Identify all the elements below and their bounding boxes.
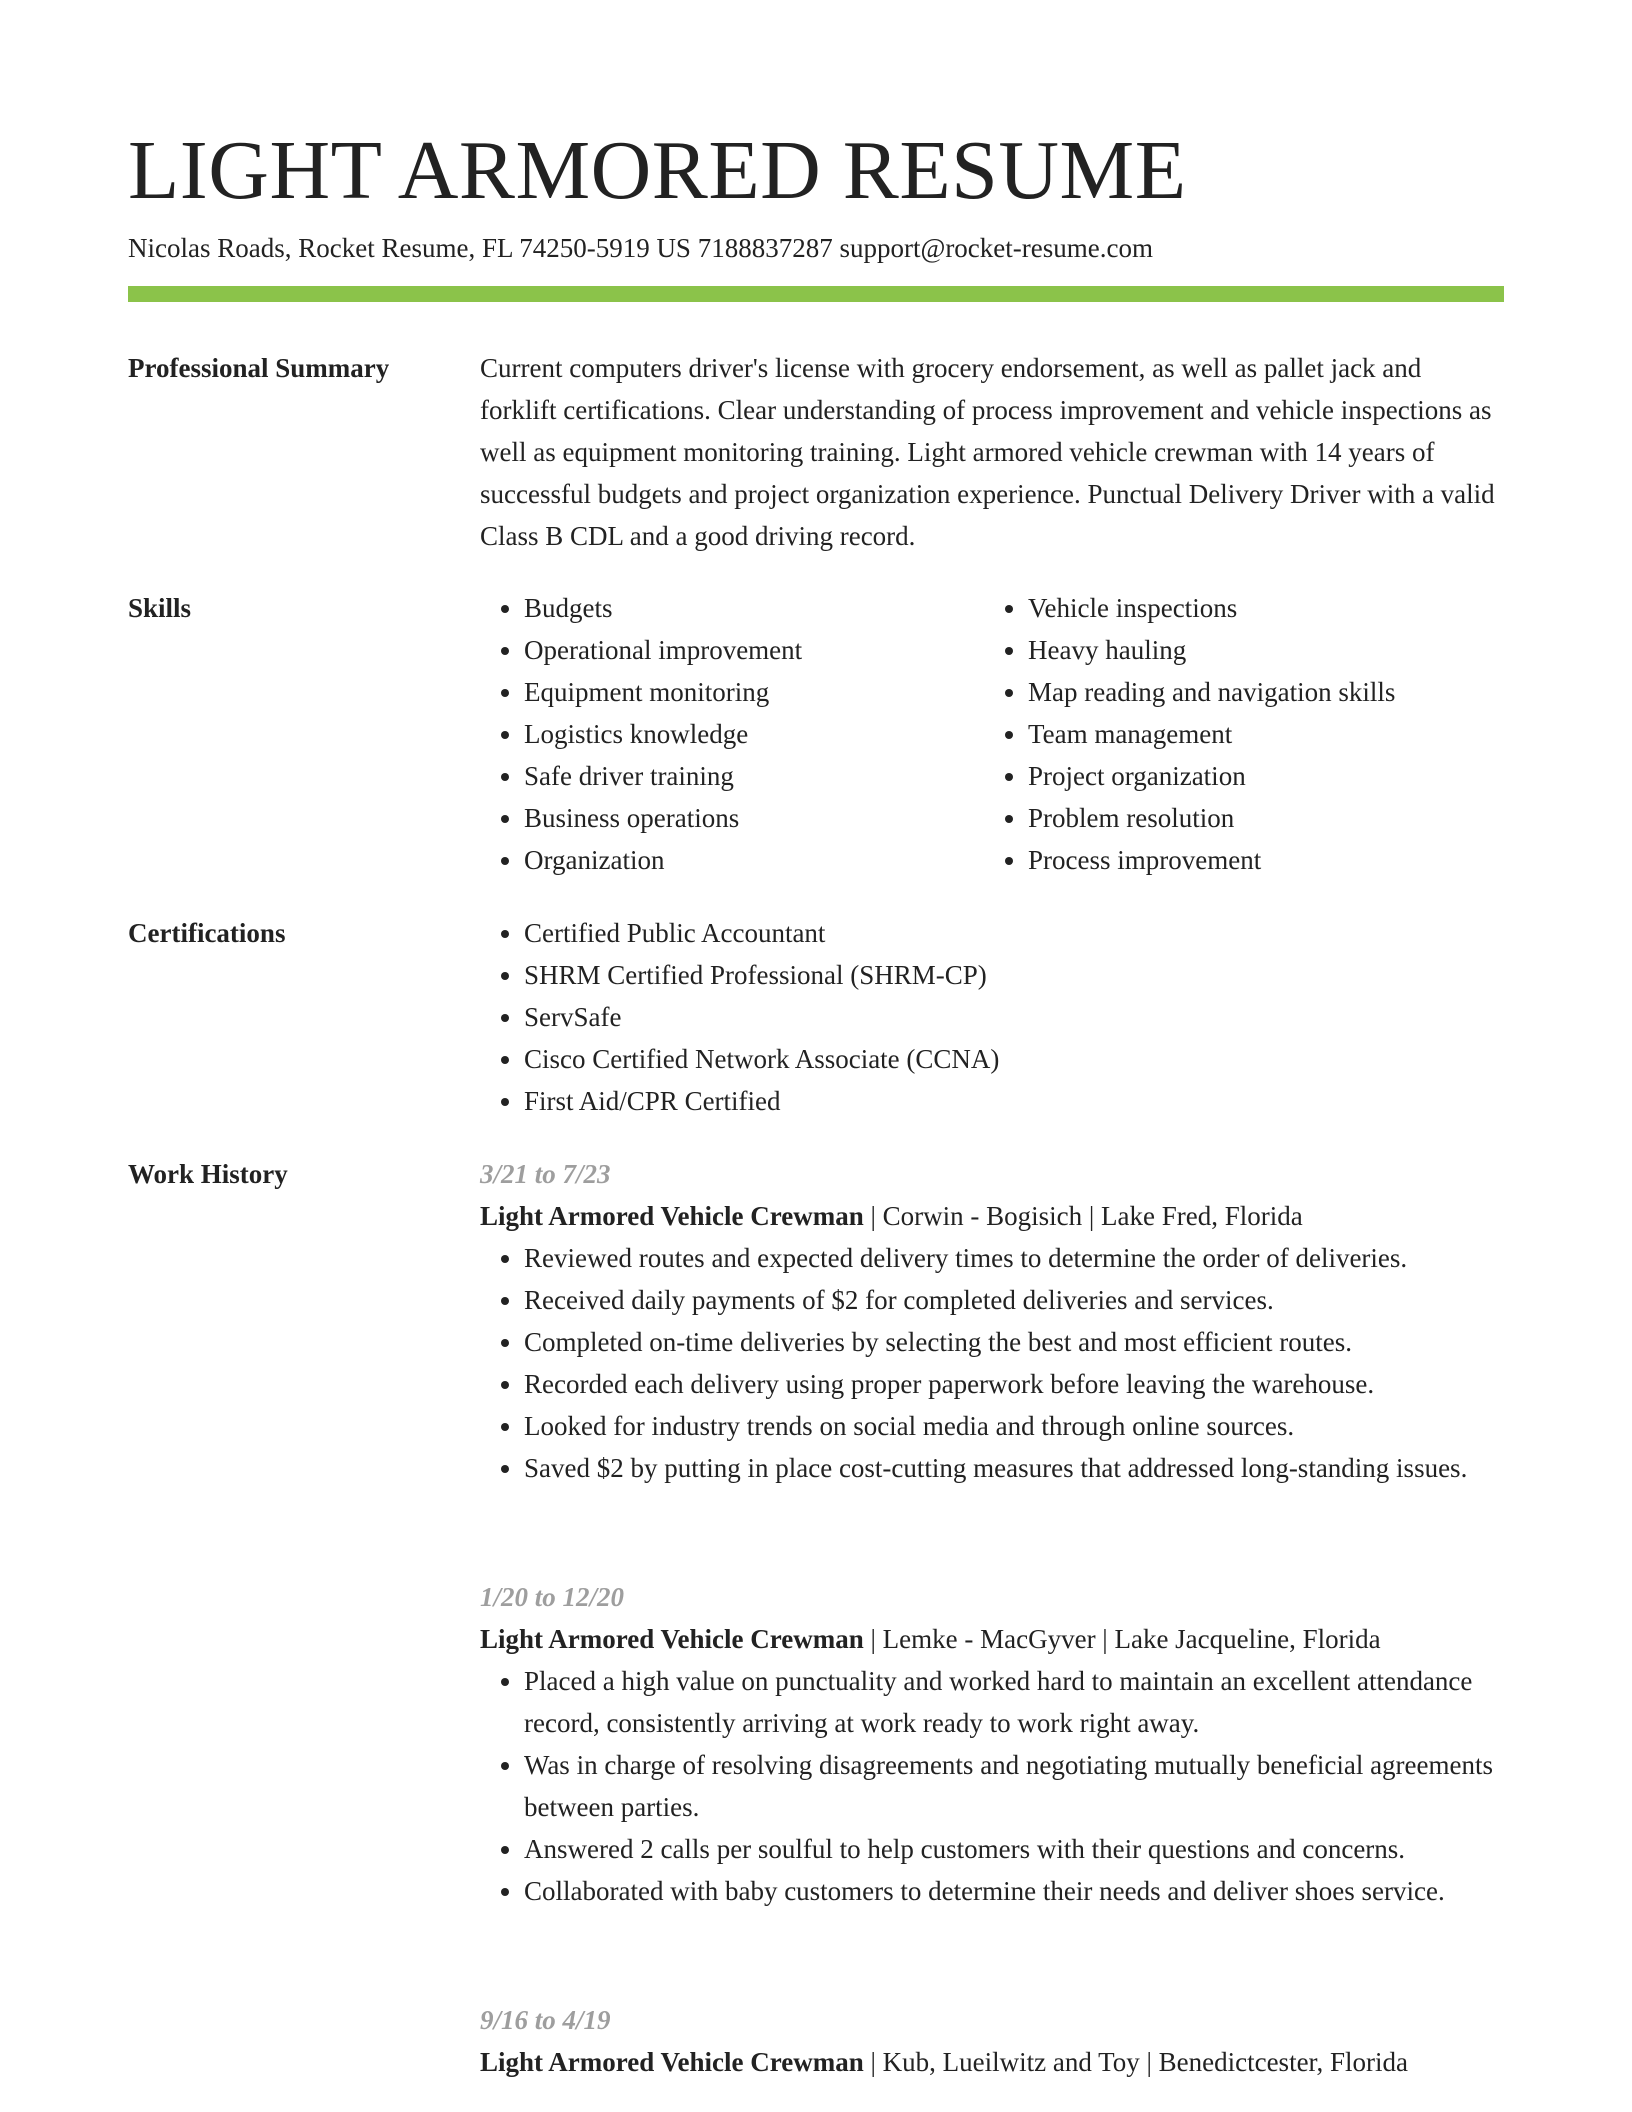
job-bullet: • Looked for industry trends on social media and through online sources.: [524, 1405, 1504, 1447]
job-entry: [480, 1999, 1504, 2083]
skills-body: [480, 587, 1504, 881]
job-bullet: • Answered 2 calls per soulful to help customers with their questions and concerns.: [524, 1828, 1504, 1870]
skill-item: • Process improvement: [1028, 839, 1488, 881]
certification-item: • ServSafe: [524, 996, 1504, 1038]
skill-item: • Team management: [1028, 713, 1488, 755]
job-entry: [480, 1153, 1504, 1489]
skill-item: • Organization: [524, 839, 984, 881]
work-history-label: Work History: [128, 1159, 288, 1189]
job-bullet: • Collaborated with baby customers to determine their needs and deliver shoes service.: [524, 1870, 1504, 1912]
skill-item: • Business operations: [524, 797, 984, 839]
certifications-label: Certifications: [128, 918, 286, 948]
skills-label: Skills: [128, 593, 192, 623]
job-bullet: • Received daily payments of $2 for completed deliveries and services.: [524, 1279, 1504, 1321]
job-bullet: • Saved $2 by putting in place cost-cutting measures that addressed long-standing issues.: [524, 1447, 1504, 1489]
summary-text: Current computers driver's license with grocery endorsement, as well as pallet jack and forklift certifications. Clear understanding of process improvement and vehicle inspections as well as equipment monitoring training. Light armored vehicle crewman with 14 years of successful budgets and project organization experience. Punctual Delivery Driver with a valid Class B CDL and a good driving record.: [480, 353, 1495, 551]
job-title: Light Armored Vehicle Crewman: [480, 2047, 864, 2077]
resume-name-heading: LIGHT ARMORED RESUME: [128, 124, 1187, 217]
job-bullets: [480, 1660, 1504, 1912]
job-dates: 9/16 to 4/19: [480, 2005, 611, 2035]
skill-item: • Project organization: [1028, 755, 1488, 797]
skill-item: • Safe driver training: [524, 755, 984, 797]
certification-item: • First Aid/CPR Certified: [524, 1080, 1504, 1122]
skill-item: • Map reading and navigation skills: [1028, 671, 1488, 713]
skill-item: • Problem resolution: [1028, 797, 1488, 839]
job-details: | Kub, Lueilwitz and Toy | Benedictcester, Florida: [863, 2047, 1408, 2077]
job-dates: 1/20 to 12/20: [480, 1582, 625, 1612]
job-title: Light Armored Vehicle Crewman: [480, 1624, 864, 1654]
skill-item: • Equipment monitoring: [524, 671, 984, 713]
job-heading: [480, 1195, 1504, 1237]
skill-item: • Operational improvement: [524, 629, 984, 671]
job-bullet: • Reviewed routes and expected delivery times to determine the order of deliveries.: [524, 1237, 1504, 1279]
certification-item: • Certified Public Accountant: [524, 912, 1504, 954]
job-bullet: • Was in charge of resolving disagreements and negotiating mutually beneficial agreements between parties.: [524, 1744, 1504, 1828]
certifications-body: [480, 912, 1504, 1122]
job-bullet: • Completed on-time deliveries by selecting the best and most efficient routes.: [524, 1321, 1504, 1363]
job-heading: [480, 1618, 1504, 1660]
job-bullet: • Placed a high value on punctuality and worked hard to maintain an excellent attendance record, consistently arriving at work ready to work right away.: [524, 1660, 1504, 1744]
job-title: Light Armored Vehicle Crewman: [480, 1201, 864, 1231]
contact-line: Nicolas Roads, Rocket Resume, FL 74250-5919 US 7188837287 support@rocket-resume.com: [128, 233, 1153, 263]
skill-item: • Logistics knowledge: [524, 713, 984, 755]
job-details: | Corwin - Bogisich | Lake Fred, Florida: [863, 1201, 1303, 1231]
job-bullet: • Recorded each delivery using proper paperwork before leaving the warehouse.: [524, 1363, 1504, 1405]
summary-label: Professional Summary: [128, 353, 390, 383]
job-dates: 3/21 to 7/23: [480, 1159, 611, 1189]
skills-column-left: [480, 587, 984, 881]
certification-item: • Cisco Certified Network Associate (CCNA): [524, 1038, 1504, 1080]
job-bullets: [480, 1237, 1504, 1489]
job-details: | Lemke - MacGyver | Lake Jacqueline, Florida: [863, 1624, 1381, 1654]
accent-divider: [128, 286, 1504, 302]
skill-item: • Budgets: [524, 587, 984, 629]
skills-column-right: [984, 587, 1488, 881]
skill-item: • Vehicle inspections: [1028, 587, 1488, 629]
job-entry: [480, 1576, 1504, 1912]
job-heading: [480, 2041, 1504, 2083]
skill-item: • Heavy hauling: [1028, 629, 1488, 671]
certification-item: • SHRM Certified Professional (SHRM-CP): [524, 954, 1504, 996]
summary-body: [480, 347, 1504, 557]
